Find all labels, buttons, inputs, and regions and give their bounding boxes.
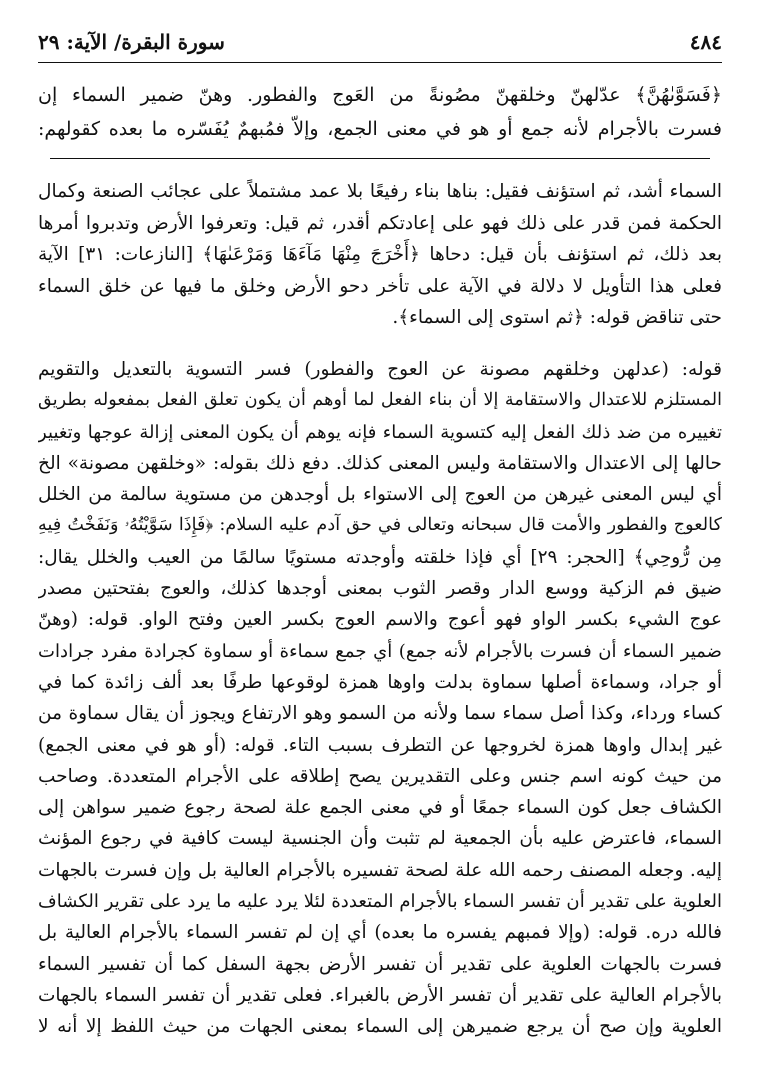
gloss-line: أي ليس المعنى غيرهن من العوج إلى الاستواء بل أوجدهن من مستوية سالمة من الخلل [38, 484, 722, 506]
footnote-line: حتى تناقض قوله: ﴿ثم استوى إلى السماء﴾. [392, 307, 722, 328]
running-title: سورة البقرة/ الآية: ٢٩ [38, 30, 225, 54]
gloss-line: مِن رُّوحِي﴾ [الحجر: ٢٩] أي فإذا خلقته وأوجدته مستويًا سالمًا من العيب والخلل يقال: [38, 546, 722, 568]
gloss-line: العلوية على تقدير أن تفسر السماء بالأجرام المتعددة لئلا يرد عليه ما يرد على تقرير الكشاف [38, 891, 722, 913]
gloss-line: السماء، فاعترض عليه بأن الجمعية لم تثبت وأن الجنسية ليست كافية في رجوع المؤنث [38, 828, 722, 850]
footnote-line: الحكمة فمن قدر على ذلك فهو على إعادتكم أقدر، ثم قيل: وتعرفوا الأرض وتدبروا أمرها [38, 212, 722, 234]
gloss-line: كساء ورداء، وكذا أصل سماء سما ولأنه من السمو وهو الارتفاع ويجوز أن يقال سماوة من [38, 703, 722, 725]
page-number: ٤٨٤ [689, 30, 722, 54]
gloss-line: المستلزم للاعتدال والاستقامة إلا أن بناء الفعل لما أوهم أن يكون تعلق الفعل بمفعوله بطريق [38, 390, 722, 411]
footnote-text [38, 176, 722, 334]
gloss-line: كالعوج والفطور والأمت قال سبحانه وتعالى في حق آدم عليه السلام: ﴿فَإِذَا سَوَّيْتُهُۥ وَنَفَخْتُ فِيهِ [38, 515, 722, 536]
gloss-line: فسرت بالجهات العلوية على تقدير أن تفسر الأرض بجهة السفل كما أن تفسير السماء [38, 953, 722, 975]
quran-commentary-text [38, 78, 722, 146]
gloss-text [38, 354, 722, 1043]
gloss-line: بالأجرام العالية على تقدير أن تفسر الأرض بالغبراء. فعلى تقدير أن تفسر السماء بالجهات [38, 984, 722, 1006]
gloss-line: الكشاف جعل كون السماء جمعًا أو في معنى الجمع علة لصحة رجوع ضمير سواهن إلى [38, 797, 722, 819]
gloss-line: غير إبدال واوها همزة لخروجها عن التطرف بسبب التاء. قوله: (أو هو في معنى الجمع) [38, 734, 722, 756]
gloss-line: إليه. وجعله المصنف رحمه الله علة لصحة تفسيره بالأجرام العالية بل وإن فسرت بالجهات [38, 859, 722, 881]
gloss-line: ضمير السماء أن فسرت بالأجرام لأنه جمع) أي جمع سماءة أو سماوة كجرادة مفرد جرادات [38, 640, 722, 662]
gloss-line: عوج الشيء بكسر الواو فهو أعوج والاسم العوج بكسر العين وفتح الواو. قوله: (وهنّ [38, 609, 722, 631]
gloss-line: تغييره من ضد ذلك الفعل إليه كتسوية السماء فإنه يوهم أن يكون المعنى إزالة عوجها وتغيير [38, 421, 722, 443]
matn-line: ﴿فَسَوَّىٰهُنَّ﴾ عدّلهنّ وخلقهنّ مصُونةً من العَوج والفطور. وهنّ ضمير السماء إن [38, 84, 722, 106]
matn-line: فسرت بالأجرام لأنه جمع أو هو في معنى الجمع، وإلاّ فمُبهمٌ يُفَسّره ما بعده كقولهم: [38, 118, 722, 140]
footnote-line: بعد ذلك، ثم استؤنف بأن قيل: دحاها ﴿أَخْرَجَ مِنْهَا مَآءَهَا وَمَرْعَىٰهَا﴾ [النازعات: ٣١] الآية [38, 244, 722, 265]
gloss-line: فالله دره. قوله: (وإلا فمبهم يفسره ما بعده) أي إن لم تفسر السماء بالأجرام العالية بل [38, 922, 722, 944]
footnote-line: السماء أشد، ثم استؤنف فقيل: بناها بناء رفيعًا بلا عمد مشتملاً على عجائب الصنعة وكمال [38, 181, 722, 202]
gloss-line: من حيث كونه اسم جنس وعلى التقديرين يصح إطلاقه على الأجرام المتعددة. وصاحب [38, 765, 722, 787]
gloss-line: أو جراد، وسماءة أصلها سماوة بدلت واوها همزة لوقوعها طرفًا بعد ألف زائدة كما في [38, 671, 722, 693]
footnote-line: فعلى هذا التأويل لا دلالة في الآية على تأخر دحو الأرض وخلق ما فيها عن خلق السماء [38, 275, 722, 297]
page-header [38, 22, 722, 63]
gloss-line: العلوية وإن صح أن يرجع ضميرهن إلى السماء بمعنى الجهات من حيث اللفظ إلا أنه لا [38, 1016, 722, 1038]
gloss-line: قوله: (عدلهن وخلقهم مصونة عن العوج والفطور) فسر التسوية بالتعديل والتقويم [38, 359, 722, 380]
gloss-line: حالها إلى الاعتدال والاستقامة وليس المعنى كذلك. دفع ذلك بقوله: «وخلقهن مصونة» الخ [38, 452, 722, 474]
gloss-line: ضيق فم الزكية ووسع الدار وقصر الثوب بمعنى أوجدها كذلك، والعوج بفتحتين مصدر [38, 578, 722, 600]
section-divider [50, 158, 710, 159]
